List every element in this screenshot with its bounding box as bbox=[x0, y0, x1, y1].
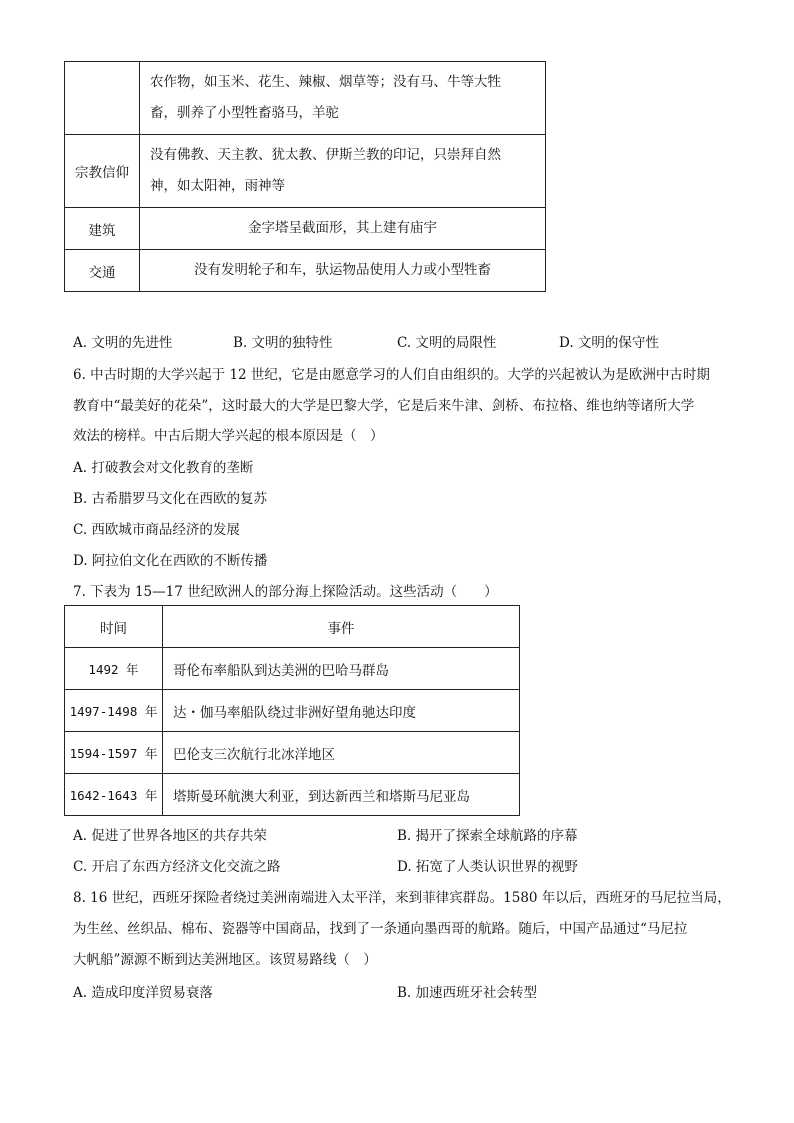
q8-stem-line: 为生丝、丝织品、棉布、瓷器等中国商品，找到了一条通向墨西哥的航路。随后，中国产品通过“马尼拉 bbox=[73, 921, 688, 937]
content-line: 农作物，如玉米、花生、辣椒、烟草等；没有马、牛等大牲 bbox=[150, 74, 501, 90]
row-label bbox=[65, 62, 140, 135]
cell-time: 1642-1643 年 bbox=[65, 774, 163, 816]
exploration-table bbox=[64, 605, 520, 816]
row-content: 没有发明轮子和车，驮运物品使用人力或小型牲畜 bbox=[140, 250, 546, 292]
q7-option-b[interactable]: B. 揭开了探索全球航路的序幕 bbox=[397, 828, 578, 844]
q8-stem-line: 大帆船”源源不断到达美洲地区。该贸易路线（ ） bbox=[73, 952, 377, 968]
culture-table bbox=[64, 61, 546, 292]
row-content bbox=[140, 62, 546, 135]
cell-event: 巴伦支三次航行北冰洋地区 bbox=[163, 732, 520, 774]
q8-option-a[interactable]: A. 造成印度洋贸易衰落 bbox=[73, 985, 213, 1001]
q8-option-b[interactable]: B. 加速西班牙社会转型 bbox=[397, 985, 538, 1001]
q6-stem-line: 教育中“最美好的花朵”，这时最大的大学是巴黎大学，它是后来牛津、剑桥、布拉格、维也纳等诸所大学 bbox=[73, 398, 695, 414]
content-line: 畜，驯养了小型牲畜骆马，羊驼 bbox=[150, 105, 339, 121]
table-row bbox=[65, 648, 520, 690]
q7-stem: 7. 下表为 15—17 世纪欧洲人的部分海上探险活动。这些活动（ ） bbox=[73, 584, 498, 600]
row-label: 建筑 bbox=[65, 208, 140, 250]
row-content: 金字塔呈截面形，其上建有庙宇 bbox=[140, 208, 546, 250]
option-a[interactable]: A. 文明的先进性 bbox=[73, 335, 173, 351]
q6-option-b[interactable]: B. 古希腊罗马文化在西欧的复苏 bbox=[73, 491, 268, 507]
q6-option-a[interactable]: A. 打破教会对文化教育的垄断 bbox=[73, 460, 254, 476]
cell-event: 达・伽马率船队绕过非洲好望角驰达印度 bbox=[163, 690, 520, 732]
row-label: 交通 bbox=[65, 250, 140, 292]
table-row bbox=[65, 62, 546, 135]
table-row bbox=[65, 732, 520, 774]
table-row bbox=[65, 774, 520, 816]
content-line: 神，如太阳神，雨神等 bbox=[150, 178, 285, 194]
q6-stem-line: 6. 中古时期的大学兴起于 12 世纪，它是由愿意学习的人们自由组织的。大学的兴起被认为是欧洲中古时期 bbox=[73, 367, 710, 383]
q6-stem-line: 效法的榜样。中古后期大学兴起的根本原因是（ ） bbox=[73, 428, 384, 444]
header-event: 事件 bbox=[163, 606, 520, 648]
option-d[interactable]: D. 文明的保守性 bbox=[559, 335, 659, 351]
q7-option-c[interactable]: C. 开启了东西方经济文化交流之路 bbox=[73, 859, 281, 875]
q7-option-a[interactable]: A. 促进了世界各地区的共存共荣 bbox=[73, 828, 267, 844]
option-c[interactable]: C. 文明的局限性 bbox=[397, 335, 497, 351]
table-row bbox=[65, 690, 520, 732]
q8-stem-line: 8. 16 世纪，西班牙探险者绕过美洲南端进入太平洋，来到菲律宾群岛。1580 年以后，西班牙的马尼拉当局， bbox=[73, 890, 731, 906]
cell-event: 哥伦布率船队到达美洲的巴哈马群岛 bbox=[163, 648, 520, 690]
option-b[interactable]: B. 文明的独特性 bbox=[233, 335, 333, 351]
q6-option-c[interactable]: C. 西欧城市商品经济的发展 bbox=[73, 522, 240, 538]
row-label: 宗教信仰 bbox=[65, 135, 140, 208]
q5-options bbox=[73, 331, 773, 351]
table-row bbox=[65, 135, 546, 208]
table-row bbox=[65, 250, 546, 292]
content-line: 没有佛教、天主教、犹太教、伊斯兰教的印记，只崇拜自然 bbox=[150, 147, 501, 163]
row-content bbox=[140, 135, 546, 208]
q7-options-row1 bbox=[73, 824, 773, 844]
cell-time: 1492 年 bbox=[65, 648, 163, 690]
table-header-row bbox=[65, 606, 520, 648]
cell-event: 塔斯曼环航澳大利亚，到达新西兰和塔斯马尼亚岛 bbox=[163, 774, 520, 816]
q7-options-row2 bbox=[73, 855, 773, 875]
table-row bbox=[65, 208, 546, 250]
cell-time: 1594-1597 年 bbox=[65, 732, 163, 774]
cell-time: 1497-1498 年 bbox=[65, 690, 163, 732]
q6-option-d[interactable]: D. 阿拉伯文化在西欧的不断传播 bbox=[73, 553, 268, 569]
q7-option-d[interactable]: D. 拓宽了人类认识世界的视野 bbox=[397, 859, 578, 875]
q8-options-row1 bbox=[73, 981, 773, 1001]
header-time: 时间 bbox=[65, 606, 163, 648]
